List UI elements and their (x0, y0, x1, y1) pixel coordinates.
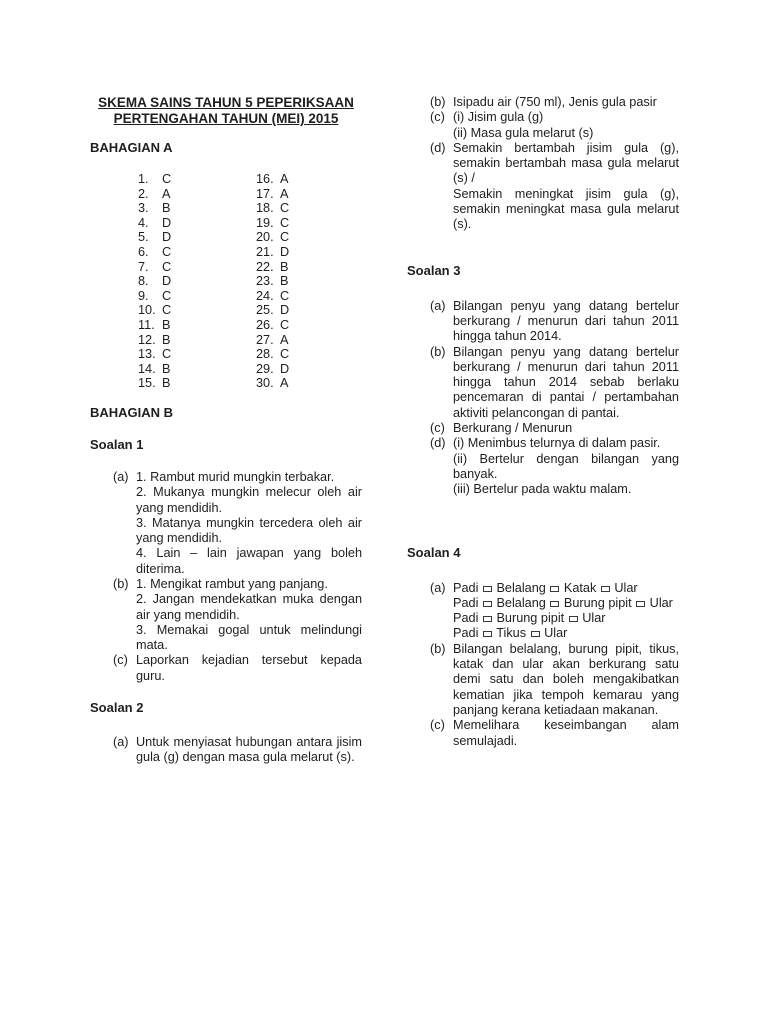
paragraph: (ii) Bertelur dengan bilangan yang banyak. (453, 451, 679, 481)
answer-number: 22. (256, 259, 274, 274)
food-chain-line: Padi Burung pipit Ular (453, 611, 606, 626)
answer-item (90, 577, 362, 653)
paragraph: Memelihara keseimbangan alam semulajadi. (453, 718, 679, 748)
item-label: (d) (430, 436, 446, 451)
answer-number: 12. (138, 332, 156, 347)
answer-row (90, 201, 362, 216)
answer-row (90, 303, 362, 318)
answer-row (90, 333, 362, 348)
item-paragraphs (453, 345, 679, 421)
answer-letter: D (162, 274, 172, 289)
answer-letter: B (162, 317, 171, 332)
item-paragraphs (453, 581, 679, 642)
answer-number: 21. (256, 244, 274, 259)
rectangle-glyph (483, 586, 492, 592)
answer-number: 28. (256, 347, 274, 362)
paragraph: Bilangan belalang, burung pipit, tikus, katak dan ular akan berkurang satu demi satu dan boleh mengakibatkan kematian jika tempoh kemarau yang panjang kerana ketiadaan makanan. (453, 641, 679, 717)
paragraph: Untuk menyiasat hubungan antara jisim gula (g) dengan masa gula melarut (s). (136, 735, 362, 765)
document-title (90, 95, 362, 127)
answer-number: 9. (138, 288, 149, 303)
answer-letter: B (162, 361, 171, 376)
rectangle-glyph (483, 616, 492, 622)
item-paragraphs (453, 299, 679, 345)
item-label: (c) (430, 421, 445, 436)
paragraph: Bilangan penyu yang datang bertelur berkurang / menurun dari tahun 2011 hingga tahun 2014. (453, 298, 679, 344)
soalan-4-answers (407, 581, 679, 749)
rectangle-glyph (531, 631, 540, 637)
answer-number: 23. (256, 274, 274, 289)
bahagian-b-heading: BAHAGIAN B (90, 404, 174, 420)
answer-item (407, 141, 679, 233)
item-label: (b) (430, 641, 446, 656)
item-paragraphs (453, 642, 679, 718)
item-label: (c) (430, 110, 445, 125)
rectangle-glyph (483, 601, 492, 607)
answer-item (407, 421, 679, 436)
item-paragraphs (136, 470, 362, 577)
rectangle-glyph (550, 601, 559, 607)
paragraph: Berkurang / Menurun (453, 421, 573, 436)
item-label: (a) (113, 735, 129, 750)
left-column (90, 95, 362, 766)
soalan-2-answers-right (407, 95, 679, 233)
item-label: (c) (430, 718, 445, 733)
answer-letter: B (280, 259, 289, 274)
answer-number: 29. (256, 361, 274, 376)
answer-item (90, 653, 362, 684)
answer-number: 6. (138, 244, 149, 259)
paragraph: Semakin meningkat jisim gula (g), semakin meningkat masa gula melarut (s). (453, 186, 679, 232)
bahagian-a-heading: BAHAGIAN A (90, 140, 173, 155)
answer-row (90, 216, 362, 231)
answer-number: 11. (138, 317, 155, 332)
answer-item (407, 718, 679, 749)
answer-letter: A (280, 332, 289, 347)
answer-letter: D (280, 244, 290, 259)
item-label: (a) (430, 298, 446, 313)
answer-row (90, 362, 362, 377)
item-paragraphs (136, 577, 362, 653)
item-label: (a) (430, 580, 446, 595)
answer-item (407, 299, 679, 345)
answer-row (90, 187, 362, 202)
answer-letter: C (280, 288, 290, 303)
item-label: (a) (113, 469, 129, 484)
title-line-2: PERTENGAHAN TAHUN (MEI) 2015 (113, 111, 339, 126)
rectangle-glyph (601, 586, 610, 592)
item-paragraphs (136, 735, 362, 766)
paragraph: 2. Jangan mendekatkan muka dengan air yang mendidih. (136, 592, 362, 622)
food-chain-line: Padi Belalang Burung pipit Ular (453, 595, 673, 610)
paragraph: Bilangan penyu yang datang bertelur berkurang / menurun dari tahun 2011 hingga tahun 2014 sebab berlaku pencemaran di pantai / pertambahan aktiviti pelancongan di pantai. (453, 344, 679, 420)
item-paragraphs (453, 110, 679, 141)
answer-row (90, 274, 362, 289)
answer-number: 26. (256, 317, 274, 332)
answer-letter: C (162, 172, 172, 186)
answer-number: 7. (138, 259, 149, 274)
answer-letter: A (162, 186, 171, 201)
rectangle-glyph (636, 601, 645, 607)
paragraph: (ii) Masa gula melarut (s) (453, 125, 594, 140)
item-paragraphs (453, 718, 679, 749)
answer-row (90, 376, 362, 391)
answer-number: 13. (138, 347, 156, 362)
item-paragraphs (453, 95, 679, 110)
soalan-4-heading: Soalan 4 (407, 544, 461, 560)
answer-row (90, 289, 362, 304)
answer-letter: C (162, 244, 172, 259)
title-line-1: SKEMA SAINS TAHUN 5 PEPERIKSAAN (98, 95, 354, 110)
answer-number: 10. (138, 303, 156, 318)
paragraph: Isipadu air (750 ml), Jenis gula pasir (453, 95, 657, 109)
rectangle-glyph (483, 631, 492, 637)
paragraph: (iii) Bertelur pada waktu malam. (453, 482, 632, 497)
rectangle-glyph (550, 586, 559, 592)
paragraph: 1. Rambut murid mungkin terbakar. (136, 469, 335, 484)
answer-number: 4. (138, 215, 149, 230)
answer-row (90, 347, 362, 362)
answer-letter: D (280, 361, 290, 376)
item-paragraphs (453, 421, 679, 436)
right-column (407, 95, 679, 749)
paragraph: 1. Mengikat rambut yang panjang. (136, 576, 328, 591)
answer-row (90, 318, 362, 333)
answer-number: 20. (256, 230, 274, 245)
answer-letter: C (280, 230, 290, 245)
answer-item (407, 110, 679, 141)
answer-letter: B (162, 332, 171, 347)
paragraph: Laporkan kejadian tersebut kepada guru. (136, 653, 362, 683)
answer-row (90, 260, 362, 275)
answer-item (407, 581, 679, 642)
answer-number: 3. (138, 201, 149, 216)
answer-item (407, 642, 679, 718)
paragraph: 2. Mukanya mungkin melecur oleh air yang mendidih. (136, 485, 362, 515)
food-chain-line: Padi Tikus Ular (453, 626, 568, 641)
answer-key (90, 172, 362, 391)
answer-item (407, 345, 679, 421)
item-label: (b) (430, 344, 446, 359)
answer-letter: B (280, 274, 289, 289)
answer-item (90, 735, 362, 766)
answer-row (90, 172, 362, 187)
answer-letter: C (162, 288, 172, 303)
soalan-2-heading: Soalan 2 (90, 700, 144, 716)
item-paragraphs (136, 653, 362, 684)
item-label: (c) (113, 653, 128, 668)
answer-letter: B (162, 201, 171, 216)
answer-item (407, 95, 679, 110)
answer-number: 18. (256, 201, 274, 216)
answer-letter: C (162, 347, 172, 362)
answer-letter: C (280, 317, 290, 332)
answer-number: 5. (138, 230, 149, 245)
answer-number: 27. (256, 332, 274, 347)
food-chain-line: Padi Belalang Katak Ular (453, 580, 638, 595)
answer-letter: C (280, 347, 290, 362)
answer-letter: A (280, 186, 289, 201)
answer-letter: B (162, 376, 171, 391)
answer-letter: D (162, 215, 172, 230)
answer-number: 14. (138, 361, 156, 376)
paragraph: 3. Memakai gogal untuk melindungi mata. (136, 622, 362, 653)
answer-number: 8. (138, 274, 149, 289)
answer-letter: D (280, 303, 290, 318)
answer-row (90, 245, 362, 260)
item-label: (b) (113, 576, 129, 591)
paragraph: Semakin bertambah jisim gula (g), semakin bertambah masa gula melarut (s) / (453, 140, 679, 186)
item-paragraphs (453, 141, 679, 233)
answer-number: 30. (256, 376, 274, 391)
answer-number: 24. (256, 288, 274, 303)
answer-number: 25. (256, 303, 274, 318)
answer-row (90, 230, 362, 245)
soalan-3-answers (407, 299, 679, 498)
answer-letter: C (162, 303, 172, 318)
answer-letter: A (280, 172, 289, 186)
answer-number: 15. (138, 376, 156, 391)
answer-number: 2. (138, 186, 149, 201)
answer-letter: C (280, 201, 290, 216)
paragraph: 3. Matanya mungkin tercedera oleh air yang mendidih. (136, 515, 362, 546)
answer-number: 19. (256, 215, 274, 230)
paragraph: (i) Jisim gula (g) (453, 110, 544, 125)
answer-letter: A (280, 376, 289, 391)
item-label: (b) (430, 95, 446, 109)
soalan-1-answers (90, 470, 362, 684)
answer-item (90, 470, 362, 577)
answer-letter: C (162, 259, 172, 274)
paragraph: (i) Menimbus telurnya di dalam pasir. (453, 436, 661, 451)
soalan-2-answers-left (90, 735, 362, 766)
answer-number: 17. (256, 186, 274, 201)
paragraph: 4. Lain – lain jawapan yang boleh diterima. (136, 546, 362, 576)
answer-letter: C (280, 215, 290, 230)
answer-letter: D (162, 230, 172, 245)
item-paragraphs (453, 436, 679, 497)
answer-number: 16. (256, 172, 274, 186)
soalan-3-heading: Soalan 3 (407, 262, 461, 278)
answer-item (407, 436, 679, 497)
rectangle-glyph (569, 616, 578, 622)
answer-number: 1. (138, 172, 149, 186)
item-label: (d) (430, 140, 446, 155)
soalan-1-heading: Soalan 1 (90, 436, 144, 452)
